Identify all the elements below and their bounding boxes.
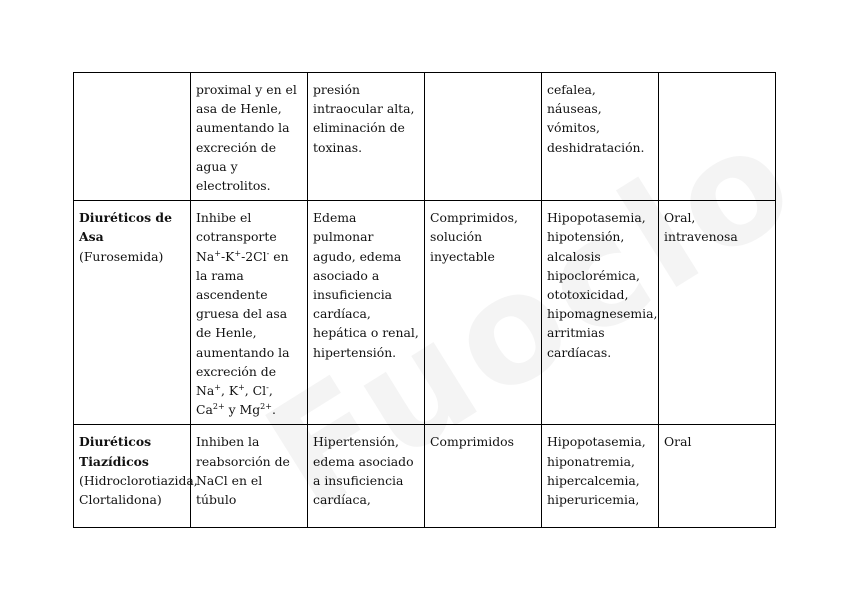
diuretics-table [73, 72, 776, 528]
superscript: 2+ [260, 402, 272, 412]
superscript: + [214, 383, 221, 393]
mechanism-segment: , Cl [244, 383, 267, 399]
adverse-cell [542, 73, 659, 201]
table-row [74, 425, 776, 528]
mechanism-segment: -2Cl [241, 248, 267, 264]
forms-cell [425, 201, 542, 425]
superscript: + [214, 248, 221, 258]
table-row [74, 201, 776, 425]
drug-example: (Furosemida) [79, 248, 164, 264]
adverse-text: Hipopotasemia, hiponatremia, hipercalcemia, hiperuricemia, [547, 434, 646, 508]
route-text: Oral, intravenosa [664, 210, 738, 245]
route-cell [659, 201, 776, 425]
mechanism-segment: , K [220, 383, 239, 399]
mechanism-cell [191, 201, 308, 425]
mechanism-cell [191, 73, 308, 201]
forms-text: Comprimidos, solución inyectable [430, 210, 518, 264]
drug-group-name: Diuréticos Tiazídicos [79, 434, 152, 469]
mechanism-text: proximal y en el asa de Henle, aumentando la excreción de agua y electrolitos. [196, 82, 297, 194]
adverse-text: Hipopotasemia, hipotensión, alcalosis hipoclorémica, ototoxicidad, hipomagnesemia, arritmias cardíacas. [547, 210, 658, 360]
mechanism-segment: -K [220, 248, 235, 264]
mechanism-text [196, 210, 289, 417]
adverse-cell [542, 201, 659, 425]
superscript: 2+ [212, 402, 225, 412]
mechanism-cell [191, 425, 308, 528]
drug-group-cell [74, 73, 191, 201]
superscript: + [238, 383, 245, 393]
superscript: + [234, 248, 242, 258]
mechanism-text: Inhiben la reabsorción de NaCl en el túbulo [196, 434, 290, 508]
route-cell [659, 73, 776, 201]
mechanism-segment: Inhibe el cotransporte Na [196, 210, 277, 264]
superscript: - [266, 383, 269, 393]
drug-group-cell [74, 425, 198, 528]
adverse-text: cefalea, náuseas, vómitos, deshidratación. [547, 82, 645, 155]
indications-cell [308, 73, 425, 201]
route-text: Oral [664, 434, 692, 450]
indications-cell [308, 425, 425, 528]
mechanism-segment: . [271, 402, 276, 418]
forms-cell [425, 73, 542, 201]
mechanism-segment: y Mg [224, 402, 261, 418]
drug-group-cell [74, 201, 191, 425]
forms-cell [425, 425, 542, 528]
forms-text: Comprimidos [430, 434, 514, 450]
route-cell [659, 425, 776, 528]
mechanism-segment: , Ca [196, 383, 273, 418]
indications-text: Edema pulmonar agudo, edema asociado a insuficiencia cardíaca, hepática o renal, hipertensión. [313, 210, 419, 360]
table-row [74, 73, 776, 201]
adverse-cell [542, 425, 659, 528]
indications-text: Hipertensión, edema asociado a insuficiencia cardíaca, [313, 434, 414, 508]
indications-cell [308, 201, 425, 425]
mechanism-segment: en la rama ascendente gruesa del asa de Henle, aumentando la excreción de Na [196, 248, 290, 399]
indications-text: presión intraocular alta, eliminación de toxinas. [313, 82, 415, 155]
drug-example: (Hidroclorotiazida, Clortalidona) [79, 472, 198, 508]
superscript: - [266, 248, 270, 258]
drug-group-name: Diuréticos de Asa [79, 210, 172, 245]
